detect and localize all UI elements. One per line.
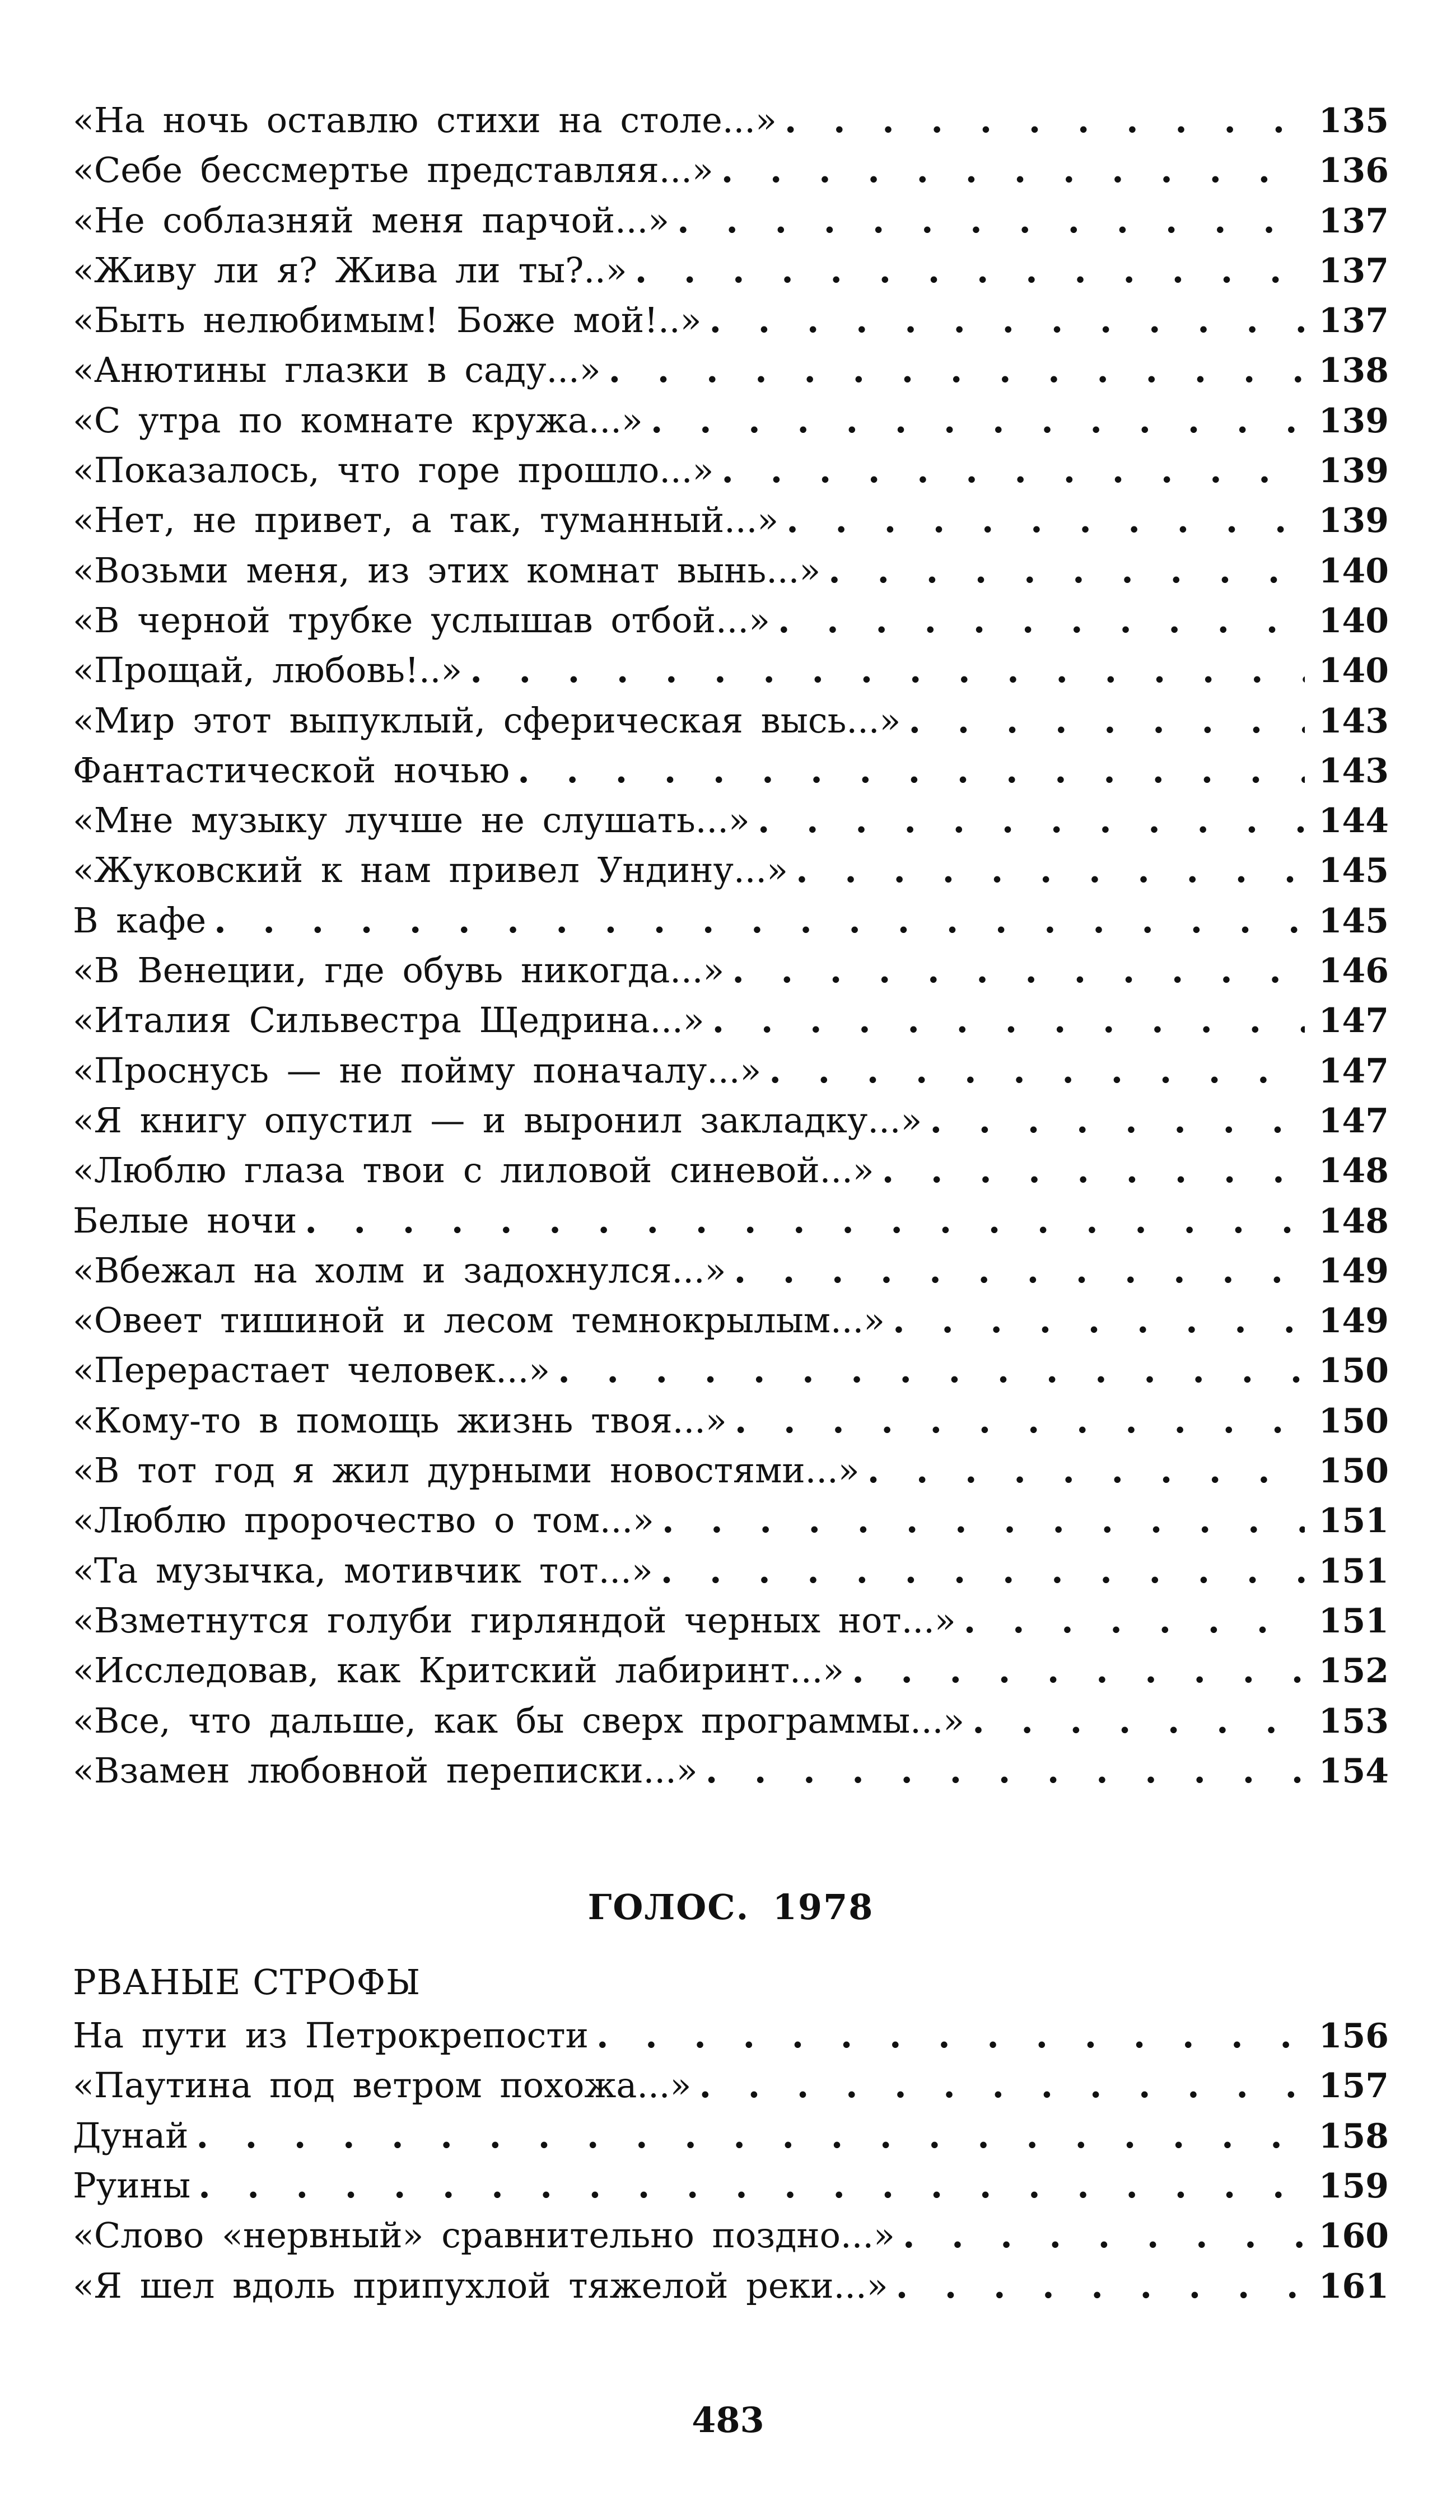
toc-entry-page: 152: [1318, 1651, 1389, 1691]
toc-entry-title: Фантастической ночью: [73, 749, 510, 791]
toc-leader-dots: [972, 1696, 1305, 1746]
toc-entry: [73, 395, 1389, 445]
toc-entry: [73, 1345, 1389, 1395]
toc-entry-title: «С утра по комнате кружа...»: [73, 399, 643, 441]
toc-entry: [73, 1396, 1389, 1445]
toc-leader-dots: [964, 1595, 1305, 1645]
toc-leader-dots: [721, 445, 1305, 495]
toc-entry-page: 154: [1318, 1751, 1389, 1791]
toc-entry-title: «Кому-то в помощь жизнь твоя...»: [73, 1399, 727, 1441]
toc-entry: [73, 1196, 1389, 1245]
toc-leader-dots: [517, 745, 1305, 795]
toc-leader-dots: [198, 2160, 1305, 2210]
toc-entry: [73, 1746, 1389, 1795]
toc-entry-page: 139: [1318, 501, 1389, 541]
toc-entry-title: Руины: [73, 2164, 191, 2206]
toc-leader-dots: [796, 845, 1305, 895]
toc-leader-dots: [828, 545, 1305, 595]
toc-entry: [73, 1095, 1389, 1145]
toc-leader-dots: [758, 795, 1305, 845]
toc-entry-page: 143: [1318, 751, 1389, 791]
toc-entry: [73, 995, 1389, 1045]
toc-leader-dots: [852, 1645, 1305, 1695]
toc-entry-page: 147: [1318, 1051, 1389, 1091]
toc-leader-dots: [651, 395, 1305, 445]
toc-entry-page: 136: [1318, 151, 1389, 191]
toc-leader-dots: [712, 995, 1305, 1045]
toc-entry-title: «Италия Сильвестра Щедрина...»: [73, 1000, 704, 1041]
toc-leader-dots: [903, 2210, 1305, 2260]
toc-entry-page: 146: [1318, 951, 1389, 991]
toc-entry-page: 137: [1318, 201, 1389, 241]
toc-leader-dots: [734, 1245, 1305, 1295]
toc-entry-title: «Та музычка, мотивчик тот...»: [73, 1550, 653, 1591]
toc-entry-title: «Я книгу опустил — и выронил закладку...»: [73, 1099, 922, 1141]
table-of-contents: [73, 95, 1389, 2311]
toc-entry-page: 148: [1318, 1151, 1389, 1191]
toc-entry-page: 150: [1318, 1401, 1389, 1441]
toc-leader-dots: [699, 2060, 1305, 2110]
toc-entry-title: «Взметнутся голуби гирляндой черных нот...»: [73, 1599, 956, 1641]
toc-entry-title: «Нет, не привет, а так, туманный...»: [73, 500, 779, 541]
toc-entry-title: «Живу ли я? Жива ли ты?..»: [73, 249, 627, 291]
toc-leader-dots: [778, 595, 1305, 645]
toc-entry-title: «Анютины глазки в саду...»: [73, 349, 601, 391]
toc-entry-page: 151: [1318, 1551, 1389, 1591]
toc-leader-dots: [896, 2261, 1305, 2311]
toc-entry: [73, 1495, 1389, 1545]
toc-entry-title: «Не соблазняй меня парчой...»: [73, 199, 670, 241]
toc-entry-page: 151: [1318, 1501, 1389, 1541]
toc-entry-title: «Прощай, любовь!..»: [73, 650, 463, 691]
toc-entry-title: «Я шел вдоль припухлой тяжелой реки...»: [73, 2265, 888, 2306]
toc-entry-title: «Паутина под ветром похожа...»: [73, 2065, 692, 2106]
toc-leader-dots: [786, 495, 1305, 545]
toc-entry: [73, 2111, 1389, 2160]
toc-entry-page: 137: [1318, 251, 1389, 291]
toc-entry-title: «Себе бессмертье представляя...»: [73, 150, 713, 191]
toc-entry-page: 149: [1318, 1251, 1389, 1291]
toc-entry: [73, 845, 1389, 895]
toc-entry: [73, 1245, 1389, 1295]
toc-leader-dots: [721, 145, 1305, 195]
toc-entry-title: «Все, что дальше, как бы сверх программы...»: [73, 1700, 965, 1741]
toc-leader-dots: [710, 295, 1305, 345]
toc-leader-dots: [867, 1445, 1305, 1495]
toc-entry-title: «Проснусь — не пойму поначалу...»: [73, 1049, 762, 1091]
toc-leader-dots: [661, 1546, 1305, 1595]
toc-entry-title: «В тот год я жил дурными новостями...»: [73, 1450, 860, 1491]
toc-entry: [73, 795, 1389, 845]
toc-entry: [73, 1595, 1389, 1645]
toc-leader-dots: [930, 1095, 1305, 1145]
subsection-heading: РВАНЫЕ СТРОФЫ: [73, 1962, 421, 2003]
toc-entry: [73, 745, 1389, 795]
toc-entry-page: 157: [1318, 2066, 1389, 2106]
toc-entry: [73, 1145, 1389, 1195]
toc-entry-title: «Люблю пророчество о том...»: [73, 1500, 654, 1541]
toc-leader-dots: [305, 1196, 1305, 1245]
toc-leader-dots: [662, 1495, 1305, 1545]
toc-entry: [73, 245, 1389, 295]
toc-entry-page: 156: [1318, 2017, 1389, 2056]
toc-entry-page: 140: [1318, 551, 1389, 591]
toc-entry-title: «Быть нелюбимым! Боже мой!..»: [73, 300, 702, 341]
toc-entry-title: В кафе: [73, 899, 207, 941]
toc-entry: [73, 945, 1389, 995]
toc-entry-title: «Слово «нервный» сравнительно поздно...»: [73, 2215, 895, 2256]
toc-entry-page: 135: [1318, 101, 1389, 141]
toc-entry: [73, 345, 1389, 395]
toc-leader-dots: [214, 895, 1305, 945]
toc-entry: [73, 1645, 1389, 1695]
toc-entry: [73, 445, 1389, 495]
toc-entry: [73, 645, 1389, 695]
toc-entry: [73, 2210, 1389, 2260]
toc-leader-dots: [677, 195, 1305, 245]
toc-entry-title: «Мир этот выпуклый, сферическая высь...»: [73, 699, 901, 741]
toc-entry-title: «На ночь оставлю стихи на столе...»: [73, 100, 777, 141]
toc-entry-page: 150: [1318, 1452, 1389, 1491]
toc-entry-page: 161: [1318, 2266, 1389, 2306]
toc-leader-dots: [735, 1396, 1305, 1445]
toc-entry-title: «Люблю глаза твои с лиловой синевой...»: [73, 1150, 874, 1191]
toc-entry-page: 158: [1318, 2116, 1389, 2156]
toc-leader-dots: [706, 1746, 1305, 1795]
toc-entry-page: 148: [1318, 1201, 1389, 1241]
toc-entry-title: Дунай: [73, 2115, 189, 2156]
toc-entry-page: 159: [1318, 2166, 1389, 2206]
toc-entry-title: «Показалось, что горе прошло...»: [73, 450, 714, 491]
toc-leader-dots: [882, 1145, 1305, 1195]
toc-entry-page: 143: [1318, 701, 1389, 741]
toc-entry-page: 140: [1318, 651, 1389, 691]
toc-entry: [73, 1696, 1389, 1746]
toc-entry-page: 147: [1318, 1101, 1389, 1141]
toc-entry: [73, 1445, 1389, 1495]
toc-entry-title: «Возьми меня, из этих комнат вынь...»: [73, 549, 821, 591]
toc-entry-page: 160: [1318, 2216, 1389, 2256]
toc-entry: [73, 1546, 1389, 1595]
toc-entry: [73, 595, 1389, 645]
toc-entry-page: 140: [1318, 601, 1389, 641]
toc-leader-dots: [769, 1046, 1305, 1095]
toc-entry-page: 151: [1318, 1601, 1389, 1641]
toc-entry-title: «В Венеции, где обувь никогда...»: [73, 950, 725, 991]
toc-leader-dots: [732, 945, 1305, 995]
toc-entry-title: «В черной трубке услышав отбой...»: [73, 599, 771, 641]
section-heading: ГОЛОС. 1978: [587, 1887, 874, 1928]
toc-entry: [73, 545, 1389, 595]
toc-entry-title: «Вбежал на холм и задохнулся...»: [73, 1249, 726, 1291]
toc-entry-page: 137: [1318, 301, 1389, 341]
toc-entry: [73, 495, 1389, 545]
toc-leader-dots: [893, 1295, 1305, 1345]
toc-list-section: [73, 2010, 1389, 2311]
toc-leader-dots: [197, 2111, 1305, 2160]
toc-entry: [73, 895, 1389, 945]
toc-leader-dots: [470, 645, 1305, 695]
toc-entry: [73, 2261, 1389, 2311]
toc-entry-page: 149: [1318, 1301, 1389, 1341]
toc-entry: [73, 2010, 1389, 2060]
toc-leader-dots: [635, 245, 1305, 295]
toc-entry-title: «Перерастает человек...»: [73, 1350, 550, 1391]
toc-entry: [73, 195, 1389, 245]
toc-entry-page: 139: [1318, 401, 1389, 441]
toc-entry: [73, 2060, 1389, 2110]
page-number: 483: [692, 2400, 764, 2440]
toc-entry-page: 147: [1318, 1001, 1389, 1041]
toc-entry: [73, 2160, 1389, 2210]
toc-entry-title: «Исследовав, как Критский лабиринт...»: [73, 1650, 844, 1691]
toc-entry: [73, 95, 1389, 145]
toc-entry-title: На пути из Петрокрепости: [73, 2015, 589, 2056]
toc-leader-dots: [558, 1345, 1305, 1395]
toc-entry-page: 145: [1318, 851, 1389, 891]
toc-entry-page: 138: [1318, 351, 1389, 391]
toc-entry-title: «Взамен любовной переписки...»: [73, 1749, 698, 1791]
toc-entry-page: 144: [1318, 801, 1389, 841]
toc-entry: [73, 145, 1389, 195]
toc-entry: [73, 696, 1389, 745]
toc-entry: [73, 295, 1389, 345]
toc-leader-dots: [908, 696, 1305, 745]
toc-leader-dots: [785, 95, 1305, 145]
toc-entry: [73, 1295, 1389, 1345]
toc-entry-page: 145: [1318, 901, 1389, 941]
toc-list-main: [73, 95, 1389, 1795]
toc-entry: [73, 1046, 1389, 1095]
toc-entry-title: «Мне музыку лучше не слушать...»: [73, 800, 750, 841]
toc-entry-title: «Овеет тишиной и лесом темнокрылым...»: [73, 1300, 885, 1341]
toc-entry-title: Белые ночи: [73, 1200, 297, 1241]
toc-leader-dots: [596, 2010, 1305, 2060]
toc-entry-page: 153: [1318, 1701, 1389, 1741]
toc-leader-dots: [609, 345, 1305, 395]
toc-entry-page: 150: [1318, 1351, 1389, 1391]
toc-entry-page: 139: [1318, 451, 1389, 491]
toc-entry-title: «Жуковский к нам привел Ундину...»: [73, 850, 788, 891]
